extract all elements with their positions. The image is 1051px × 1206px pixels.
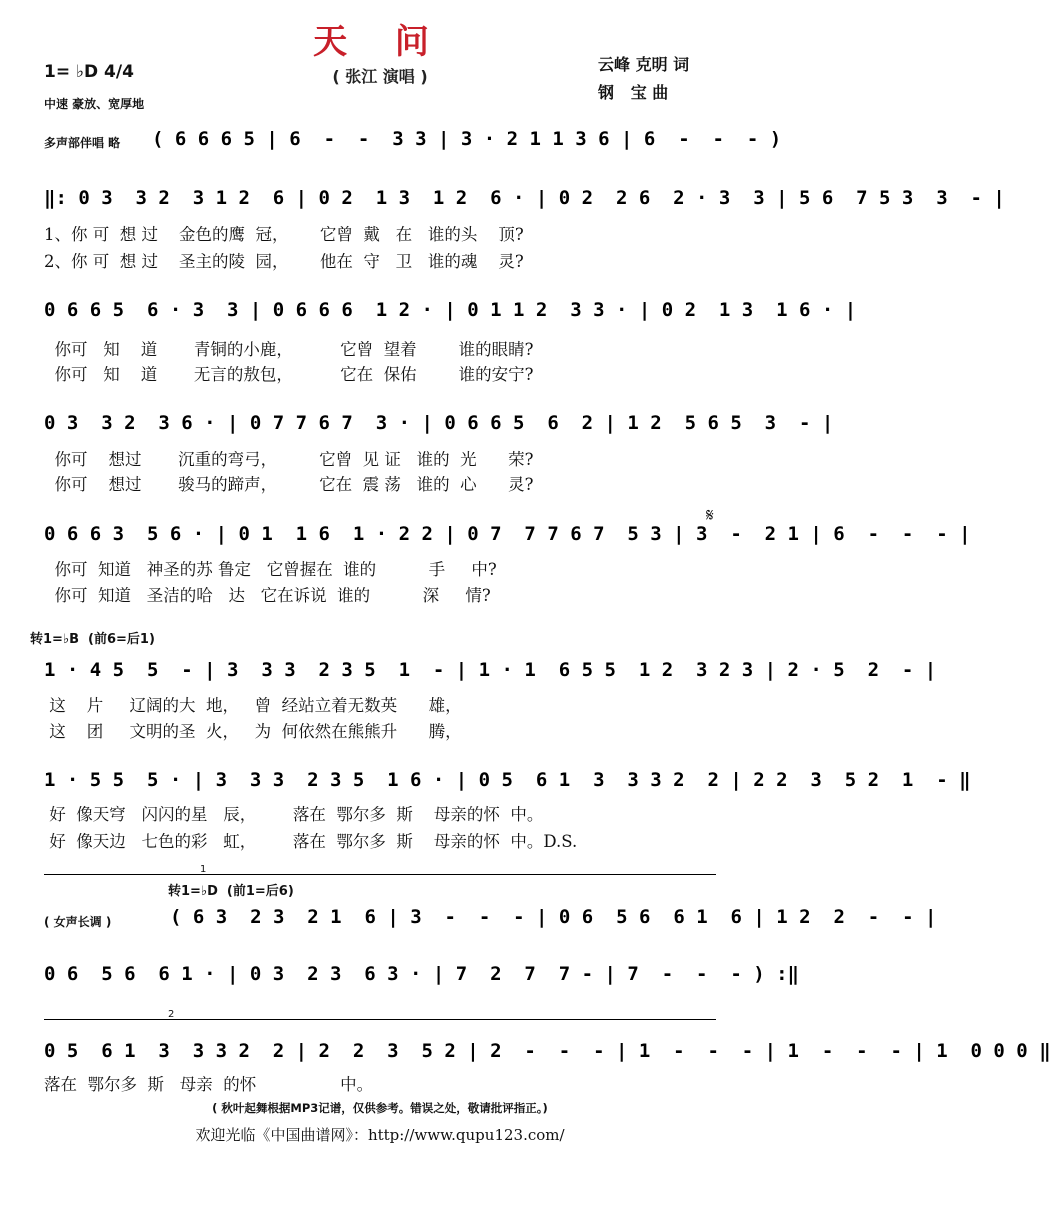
lyrics-line-5-verse-1: 这 片 辽阔的大 地， 曾 经站立着无数英 雄， [44, 696, 462, 715]
lyrics-line-9: 落在 鄂尔多 斯 母亲 的怀 中。 [44, 1075, 374, 1094]
volta-1-bracket [44, 874, 716, 875]
key-signature: 1= ♭D 4/4 [44, 62, 134, 82]
lyrics-line-1-verse-2: 2、你 可 想 过 圣主的陵 园， 他在 守 卫 谁的魂 灵? [44, 252, 524, 271]
page-title: 天 问 [313, 22, 447, 62]
lyrics-line-2-verse-2: 你可 知 道 无言的敖包， 它在 保佑 谁的安宁? [44, 365, 534, 384]
segno-sign: 𝄋 [706, 505, 714, 526]
female-voice-label: ( 女声长调 ) [44, 915, 112, 929]
lyrics-line-6-verse-1: 好 像天穹 闪闪的星 辰， 落在 鄂尔多 斯 母亲的怀 中。 [44, 805, 544, 824]
composer-credit: 钢 宝 曲 [598, 83, 669, 102]
modulation-2: 转1=♭D (前1=后6) [168, 884, 294, 899]
score-line-6: 1 · 5 5 5 · | 3 3 3 2 3 5 1 6 · | 0 5 6 1 3 3 3 2 2 | 2 2 3 5 2 1 - ‖ [44, 769, 971, 791]
intro-label: 多声部伴唱 略 [44, 136, 121, 150]
volta-1-number: 1 [200, 864, 207, 875]
lyrics-line-4-verse-1: 你可 知道 神圣的苏 鲁定 它曾握在 谁的 手 中? [44, 560, 497, 579]
score-line-1: ‖: 0 3 3 2 3 1 2 6 | 0 2 1 3 1 2 6 · | 0 2 2 6 2 · 3 3 | 5 6 7 5 3 3 - | [44, 187, 1005, 209]
lyrics-line-3-verse-2: 你可 想过 骏马的蹄声， 它在 震 荡 谁的 心 灵? [44, 475, 534, 494]
transcriber-note: ( 秋叶起舞根据MP3记谱，仅供参考。错误之处，敬请批评指正。) [212, 1101, 548, 1115]
lyrics-line-3-verse-1: 你可 想过 沉重的弯弓， 它曾 见 证 谁的 光 荣? [44, 450, 534, 469]
lyrics-line-1-verse-1: 1、你 可 想 过 金色的鹰 冠， 它曾 戴 在 谁的头 顶? [44, 225, 524, 244]
score-line-8: 0 6 5 6 6 1 · | 0 3 2 3 6 3 · | 7 2 7 7 - | 7 - - - ) :‖ [44, 963, 799, 985]
singer-credit: ( 张江 演唱 ) [332, 67, 428, 86]
lyrics-line-4-verse-2: 你可 知道 圣洁的哈 达 它在诉说 谁的 深 情? [44, 586, 491, 605]
lyrics-line-5-verse-2: 这 团 文明的圣 火， 为 何依然在熊熊升 腾， [44, 722, 462, 741]
volta-2-number: 2 [168, 1009, 175, 1020]
site-credit: 欢迎光临《中国曲谱网》：http://www.qupu123.com/ [195, 1126, 565, 1144]
modulation-1: 转1=♭B (前6=后1) [30, 632, 155, 647]
lyricist-credit: 云峰 克明 词 [598, 55, 690, 74]
score-line-9: 0 5 6 1 3 3 3 2 2 | 2 2 3 5 2 | 2 - - - | 1 - - - | 1 - - - | 1 0 0 0 ‖ [44, 1040, 1051, 1062]
volta-2-bracket [44, 1019, 716, 1020]
score-line-2: 0 6 6 5 6 · 3 3 | 0 6 6 6 1 2 · | 0 1 1 2 3 3 · | 0 2 1 3 1 6 · | [44, 299, 857, 321]
tempo-marking: 中速 豪放、宽厚地 [44, 97, 145, 111]
lyrics-line-2-verse-1: 你可 知 道 青铜的小鹿， 它曾 望着 谁的眼睛? [44, 340, 534, 359]
lyrics-line-6-verse-2: 好 像天边 七色的彩 虹， 落在 鄂尔多 斯 母亲的怀 中。D.S. [44, 832, 578, 851]
score-line-3: 0 3 3 2 3 6 · | 0 7 7 6 7 3 · | 0 6 6 5 6 2 | 1 2 5 6 5 3 - | [44, 412, 834, 434]
score-line-4: 0 6 6 3 5 6 · | 0 1 1 6 1 · 2 2 | 0 7 7 7 6 7 5 3 | 3 - 2 1 | 6 - - - | [44, 523, 971, 545]
intro-notes: ( 6 6 6 5 | 6 - - 3 3 | 3 · 2 1 1 3 6 | 6 - - - ) [152, 128, 782, 150]
score-line-7: ( 6 3 2 3 2 1 6 | 3 - - - | 0 6 5 6 6 1 6 | 1 2 2 - - | [170, 906, 937, 928]
score-line-5: 1 · 4 5 5 - | 3 3 3 2 3 5 1 - | 1 · 1 6 5 5 1 2 3 2 3 | 2 · 5 2 - | [44, 659, 937, 681]
